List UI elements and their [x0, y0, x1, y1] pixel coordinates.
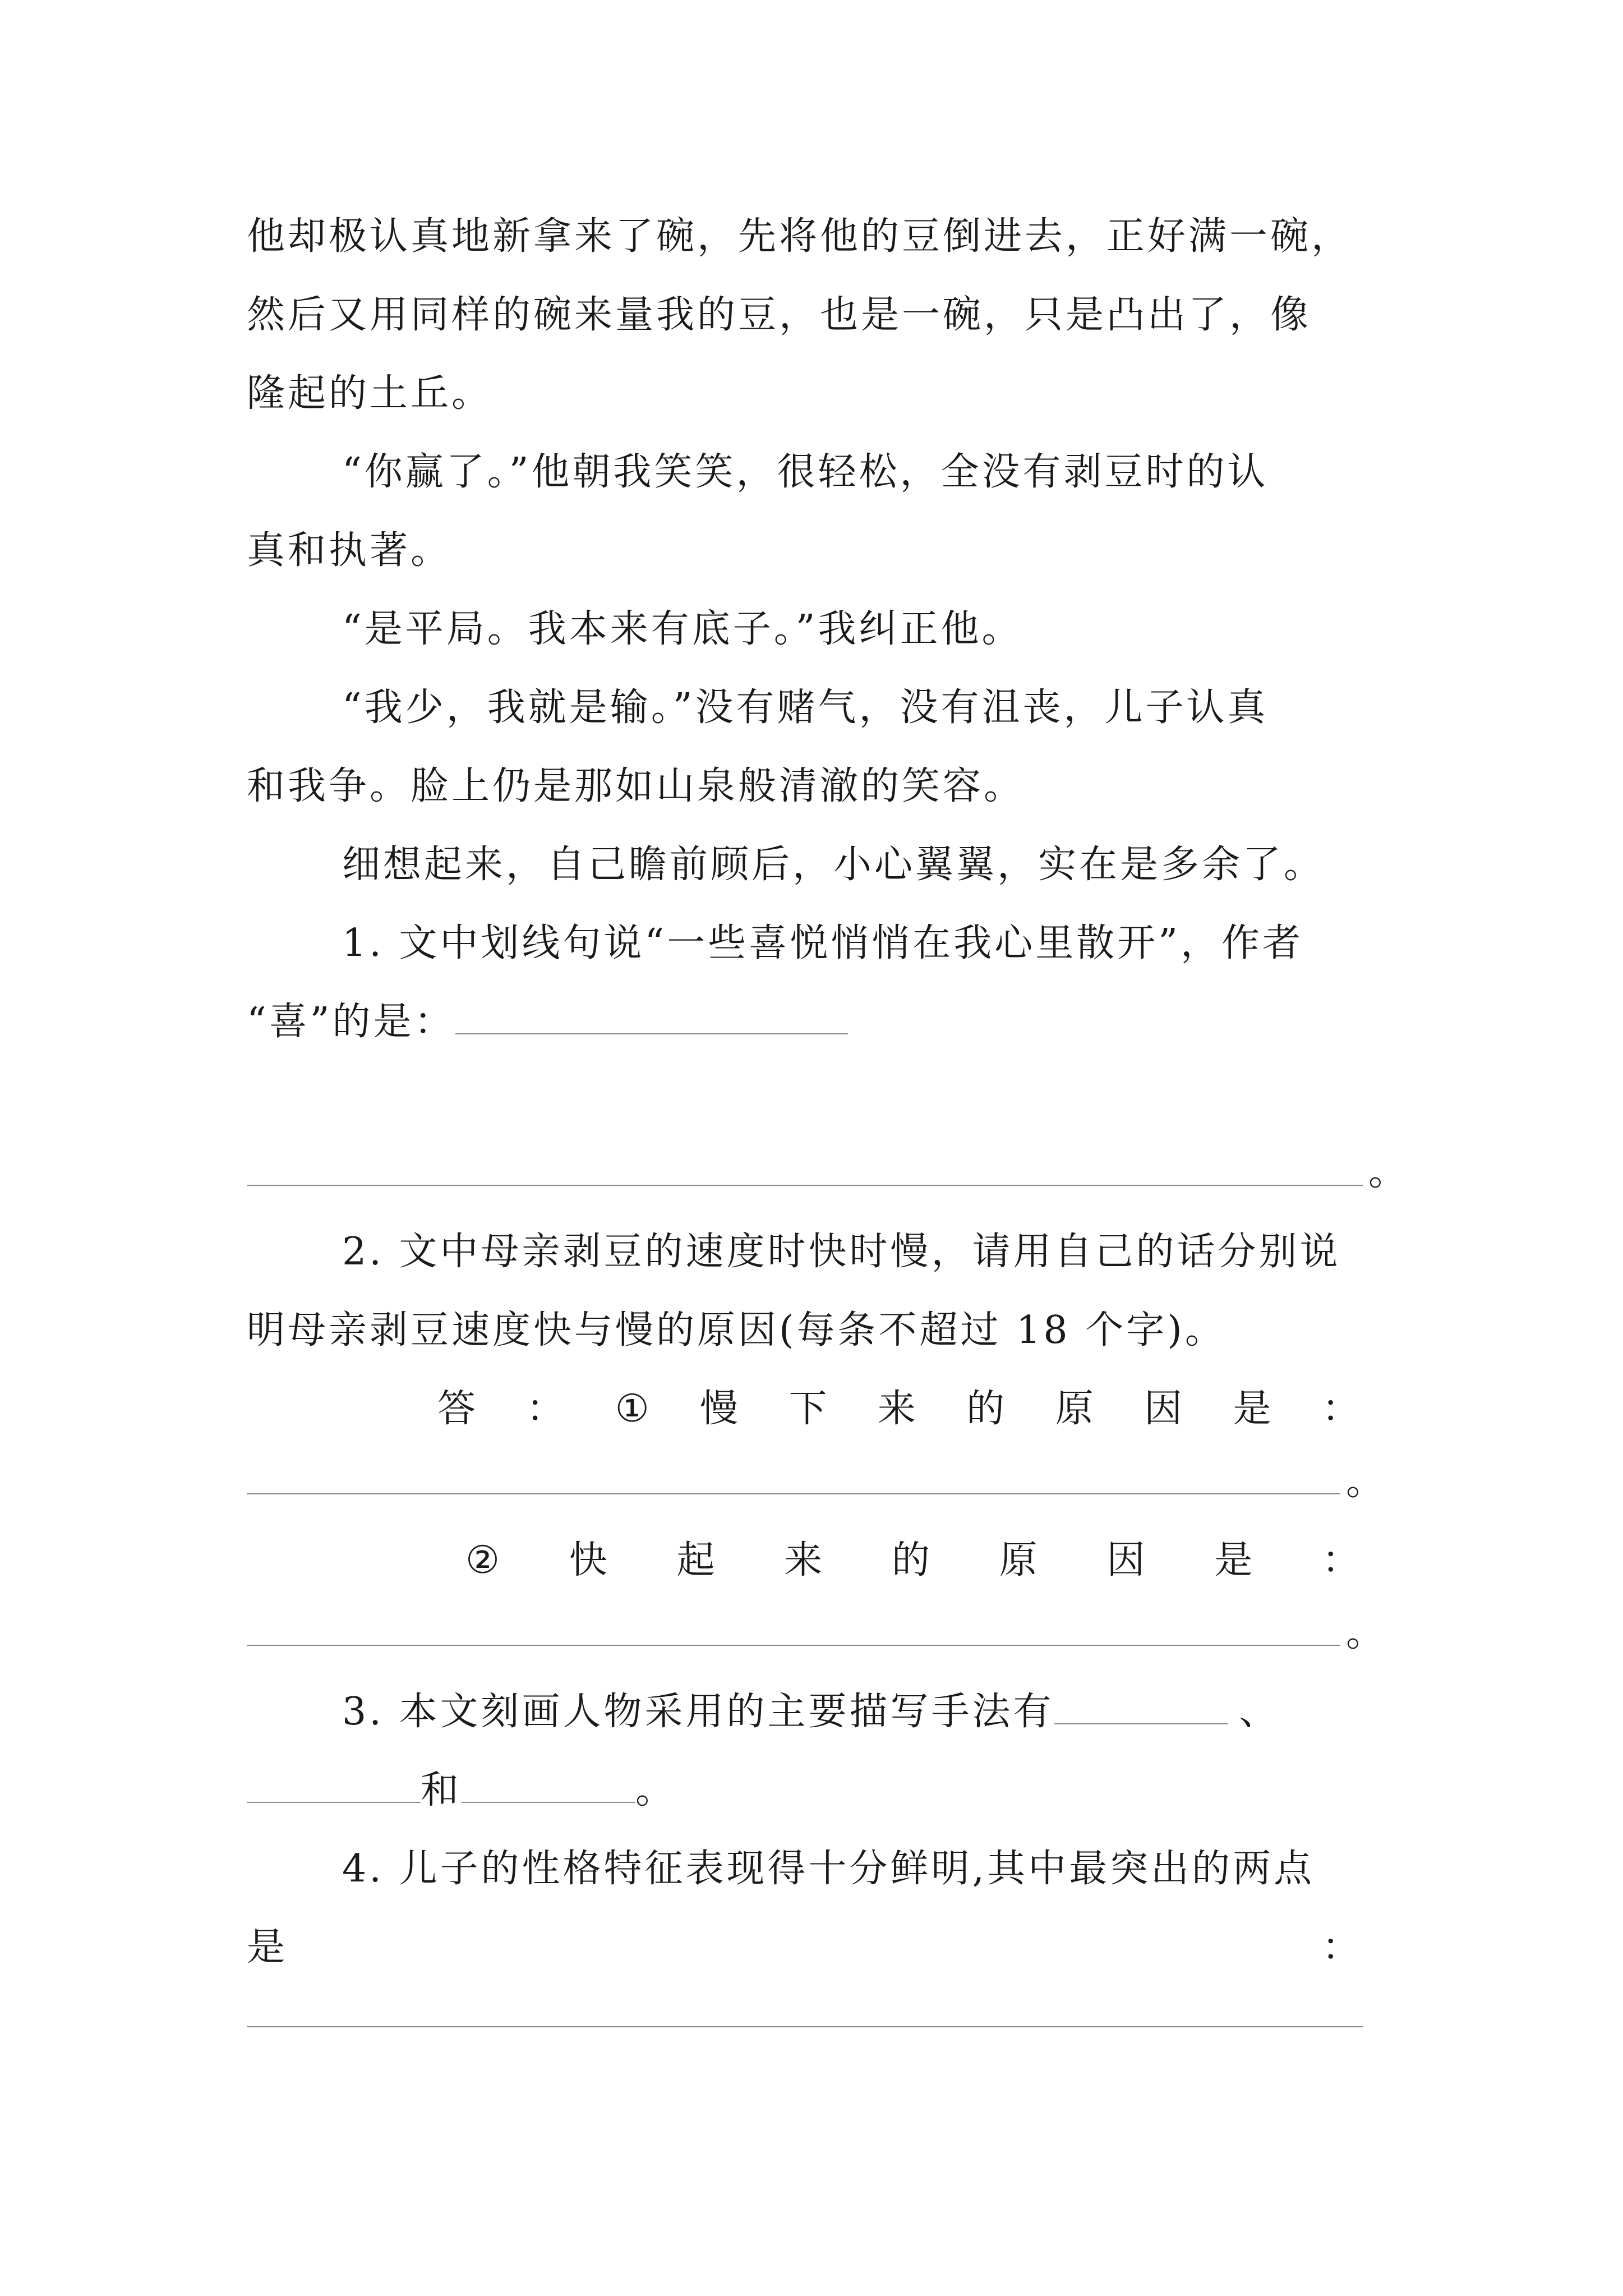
passage-line: 隆起的土丘。 [247, 371, 493, 416]
answer-line[interactable] [247, 1645, 1340, 1646]
question-3-continuation: 和 。 [247, 1763, 676, 1819]
question-1-prompt [247, 994, 848, 1050]
question-2-text: 2. 文中母亲剥豆的速度时快时慢，请用自己的话分别说 [342, 1230, 1341, 1274]
passage-line: 他却极认真地新拿来了碗，先将他的豆倒进去，正好满一碗， [247, 214, 1353, 259]
answer-line[interactable] [247, 1185, 1363, 1186]
answer-blank[interactable] [462, 1773, 635, 1803]
passage-line: “我少，我就是输。”没有赌气，没有沮丧，儿子认真 [342, 685, 1269, 730]
passage-line: “你赢了。”他朝我笑笑，很轻松，全没有剥豆时的认 [342, 450, 1269, 494]
answer-blank[interactable] [455, 1004, 848, 1034]
period: 。 [1346, 1460, 1385, 1504]
question-3-text: 3. 本文刻画人物采用的主要描写手法有 、 [342, 1690, 1280, 1734]
answer-blank[interactable] [1054, 1694, 1228, 1724]
question-2-second-prompt: ② 快 起 来 的 原 因 是 ： [465, 1538, 1363, 1582]
passage-line: 然后又用同样的碗来量我的豆，也是一碗，只是凸出了，像 [247, 293, 1312, 337]
answer-blank[interactable] [247, 1773, 421, 1803]
passage-line: 真和执著。 [247, 528, 452, 573]
period: 。 [1346, 1611, 1385, 1655]
period: 。 [1368, 1150, 1407, 1194]
question-1-label: “喜”的是： [247, 1000, 455, 1044]
question-1-text: 1. 文中划线句说“一些喜悦悄悄在我心里散开”，作者 [342, 921, 1304, 965]
passage-line: “是平局。我本来有底子。”我纠正他。 [342, 607, 1023, 651]
question-4-text: 4. 儿子的性格特征表现得十分鲜明,其中最突出的两点 [342, 1847, 1315, 1891]
question-4-prompt: 是 ： [247, 1925, 1363, 1970]
passage-line: 细想起来，自己瞻前顾后，小心翼翼，实在是多余了。 [342, 843, 1325, 887]
passage-line: 和我争。脸上仍是那如山泉般清澈的笑容。 [247, 764, 1025, 808]
answer-line[interactable] [247, 2026, 1363, 2027]
question-2-text: 明母亲剥豆速度快与慢的原因(每条不超过 18 个字)。 [247, 1308, 1226, 1352]
answer-line[interactable] [247, 1493, 1340, 1494]
question-2-answer-prompt: 答 ： ① 慢 下 来 的 原 因 是 ： [437, 1387, 1363, 1431]
